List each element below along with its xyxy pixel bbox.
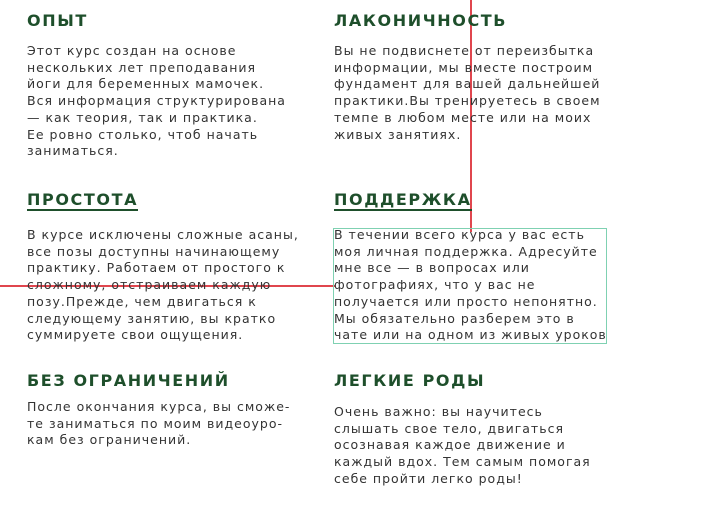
section-title-text: ПРОСТОТА xyxy=(27,190,139,209)
section-title: ЛЕГКИЕ РОДЫ xyxy=(334,371,486,390)
section-support xyxy=(334,190,624,344)
section-title-text: ПОДДЕРЖКА xyxy=(334,190,472,209)
section-easy-birth xyxy=(334,371,634,488)
section-text: Вы не подвиснете от переизбытка информации, мы вместе построим фундамент для вашей дальнейшей практики.Вы тренируетесь в своем темпе в любом месте или на моих живых занятиях. xyxy=(334,43,601,142)
section-title: ОПЫТ xyxy=(27,11,88,30)
section-conciseness xyxy=(334,11,634,143)
section-text: В курсе исключены сложные асаны, все позы доступны начинающему практику. Работаем от простого к сложному, отстраиваем каждую позу.Прежде, чем двигаться к следующему занятию, вы кратко суммируете свои ощущения. xyxy=(27,227,299,343)
section-title: БЕЗ ОГРАНИЧЕНИЙ xyxy=(27,371,230,390)
section-text: В течении всего курса у вас есть моя личная поддержка. Адресуйте мне все — в вопросах или фотографиях, что у вас не получается или просто непонятно. Мы обязательно разберем это в чате или на одном из живых уроков xyxy=(334,227,607,343)
section-experience xyxy=(27,11,327,160)
section-title xyxy=(27,190,327,210)
section-text: Очень важно: вы научитесь слышать свое тело, двигаться осознавая каждое движение и каждый вдох. Тем самым помогая себе пройти легко роды! xyxy=(334,404,591,486)
section-no-limits xyxy=(27,371,327,449)
section-text: Этот курс создан на основе нескольких лет преподавания йоги для беременных мамочек. Вся информация структурирована — как теория, так и практика. Ее ровно столько, чтоб начать заниматься. xyxy=(27,43,286,159)
section-text: После окончания курса, вы сможе- те заниматься по моим видеоуро- кам без ограничений. xyxy=(27,399,291,448)
section-title xyxy=(334,190,624,210)
section-title: ЛАКОНИЧНОСТЬ xyxy=(334,11,508,30)
section-simplicity xyxy=(27,190,327,344)
